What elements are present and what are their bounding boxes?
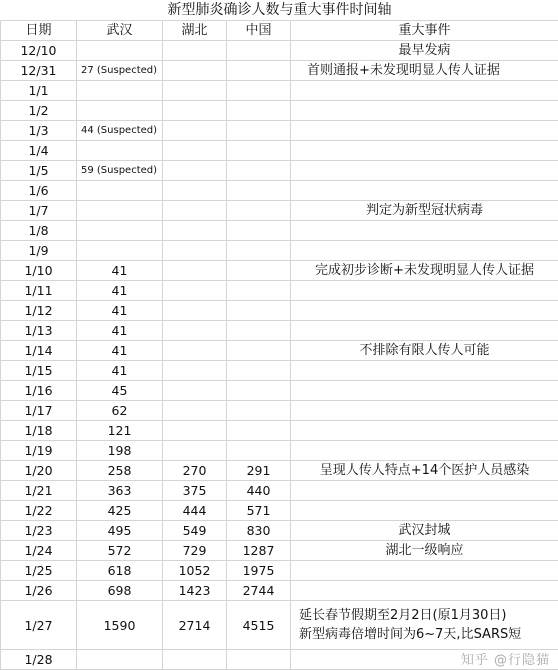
wuhan-cell: 198	[77, 441, 163, 461]
date-cell: 1/19	[1, 441, 77, 461]
hubei-cell	[163, 401, 227, 421]
hubei-cell: 549	[163, 521, 227, 541]
hubei-cell: 270	[163, 461, 227, 481]
date-cell: 1/22	[1, 501, 77, 521]
header-row	[1, 21, 558, 41]
event-cell	[291, 301, 558, 321]
table-row	[1, 441, 558, 461]
table-row	[1, 241, 558, 261]
event-cell: 武汉封城	[291, 521, 558, 541]
hubei-cell	[163, 361, 227, 381]
table-row	[1, 561, 558, 581]
china-cell: 830	[227, 521, 291, 541]
china-cell	[227, 321, 291, 341]
event-cell: 首则通报+未发现明显人传人证据	[291, 61, 558, 81]
table-row	[1, 61, 558, 81]
table-row	[1, 181, 558, 201]
date-cell: 1/15	[1, 361, 77, 381]
wuhan-cell: 41	[77, 281, 163, 301]
date-cell: 1/6	[1, 181, 77, 201]
date-cell: 1/16	[1, 381, 77, 401]
date-cell: 1/27	[1, 601, 77, 650]
header-hubei: 湖北	[163, 21, 227, 41]
china-cell	[227, 41, 291, 61]
wuhan-cell	[77, 650, 163, 670]
table-row	[1, 521, 558, 541]
table-row	[1, 401, 558, 421]
table-row	[1, 41, 558, 61]
china-cell	[227, 261, 291, 281]
china-cell: 2744	[227, 581, 291, 601]
wuhan-cell: 121	[77, 421, 163, 441]
hubei-cell	[163, 181, 227, 201]
table-row	[1, 121, 558, 141]
hubei-cell	[163, 281, 227, 301]
event-cell	[291, 161, 558, 181]
wuhan-cell: 698	[77, 581, 163, 601]
date-cell: 1/5	[1, 161, 77, 181]
date-cell: 1/13	[1, 321, 77, 341]
event-cell	[291, 421, 558, 441]
event-cell	[291, 121, 558, 141]
china-cell: 4515	[227, 601, 291, 650]
event-cell: 呈现人传人特点+14个医护人员感染	[291, 461, 558, 481]
table-title: 新型肺炎确诊人数与重大事件时间轴	[1, 0, 558, 21]
date-cell: 1/3	[1, 121, 77, 141]
wuhan-cell	[77, 81, 163, 101]
event-cell	[291, 501, 558, 521]
china-cell	[227, 341, 291, 361]
china-cell	[227, 421, 291, 441]
table-row	[1, 161, 558, 181]
hubei-cell	[163, 650, 227, 670]
table-row	[1, 261, 558, 281]
table-row	[1, 81, 558, 101]
china-cell	[227, 161, 291, 181]
date-cell: 1/7	[1, 201, 77, 221]
wuhan-cell: 495	[77, 521, 163, 541]
china-cell	[227, 241, 291, 261]
hubei-cell	[163, 421, 227, 441]
watermark: 知乎 @行隐猫	[461, 649, 550, 668]
wuhan-cell: 59 (Suspected)	[77, 161, 163, 181]
event-cell	[291, 481, 558, 501]
date-cell: 1/14	[1, 341, 77, 361]
wuhan-cell	[77, 101, 163, 121]
china-cell: 1975	[227, 561, 291, 581]
china-cell	[227, 441, 291, 461]
hubei-cell	[163, 201, 227, 221]
date-cell: 1/1	[1, 81, 77, 101]
hubei-cell	[163, 381, 227, 401]
hubei-cell	[163, 81, 227, 101]
hubei-cell	[163, 61, 227, 81]
date-cell: 1/20	[1, 461, 77, 481]
china-cell: 571	[227, 501, 291, 521]
event-cell	[291, 401, 558, 421]
table-row	[1, 221, 558, 241]
china-cell	[227, 181, 291, 201]
table-row	[1, 461, 558, 481]
date-cell: 1/12	[1, 301, 77, 321]
wuhan-cell: 41	[77, 321, 163, 341]
table-row	[1, 581, 558, 601]
table-row	[1, 321, 558, 341]
china-cell	[227, 401, 291, 421]
title-row	[1, 0, 558, 21]
event-cell: 不排除有限人传人可能	[291, 341, 558, 361]
date-cell: 1/9	[1, 241, 77, 261]
hubei-cell	[163, 121, 227, 141]
hubei-cell	[163, 241, 227, 261]
wuhan-cell: 27 (Suspected)	[77, 61, 163, 81]
date-cell: 1/17	[1, 401, 77, 421]
hubei-cell	[163, 341, 227, 361]
hubei-cell	[163, 261, 227, 281]
table-row	[1, 301, 558, 321]
wuhan-cell	[77, 141, 163, 161]
china-cell	[227, 141, 291, 161]
hubei-cell	[163, 441, 227, 461]
wuhan-cell: 425	[77, 501, 163, 521]
event-cell	[291, 581, 558, 601]
hubei-cell	[163, 161, 227, 181]
date-cell: 1/24	[1, 541, 77, 561]
event-cell: 延长春节假期至2月2日(原1月30日) 新型病毒倍增时间为6~7天,比SARS短	[291, 601, 558, 650]
event-cell: 完成初步诊断+未发现明显人传人证据	[291, 261, 558, 281]
hubei-cell	[163, 141, 227, 161]
event-cell: 最早发病	[291, 41, 558, 61]
wuhan-cell: 41	[77, 301, 163, 321]
china-cell: 1287	[227, 541, 291, 561]
table-row	[1, 541, 558, 561]
event-cell: 判定为新型冠状病毒	[291, 201, 558, 221]
wuhan-cell	[77, 41, 163, 61]
china-cell	[227, 121, 291, 141]
china-cell	[227, 81, 291, 101]
wuhan-cell: 62	[77, 401, 163, 421]
date-cell: 1/2	[1, 101, 77, 121]
table-row	[1, 141, 558, 161]
date-cell: 1/25	[1, 561, 77, 581]
hubei-cell	[163, 301, 227, 321]
china-cell	[227, 650, 291, 670]
china-cell	[227, 281, 291, 301]
date-cell: 12/10	[1, 41, 77, 61]
date-cell: 12/31	[1, 61, 77, 81]
event-cell	[291, 361, 558, 381]
event-cell	[291, 241, 558, 261]
event-cell	[291, 441, 558, 461]
china-cell	[227, 361, 291, 381]
table-row	[1, 381, 558, 401]
table-row	[1, 201, 558, 221]
table-row	[1, 281, 558, 301]
wuhan-cell: 41	[77, 361, 163, 381]
event-cell: 湖北一级响应	[291, 541, 558, 561]
hubei-cell	[163, 321, 227, 341]
china-cell	[227, 101, 291, 121]
china-cell	[227, 201, 291, 221]
wuhan-cell: 618	[77, 561, 163, 581]
wuhan-cell: 41	[77, 261, 163, 281]
wuhan-cell: 572	[77, 541, 163, 561]
wuhan-cell: 1590	[77, 601, 163, 650]
event-cell	[291, 381, 558, 401]
hubei-cell: 729	[163, 541, 227, 561]
table-row	[1, 101, 558, 121]
wuhan-cell: 41	[77, 341, 163, 361]
wuhan-cell: 363	[77, 481, 163, 501]
hubei-cell	[163, 101, 227, 121]
table-row	[1, 481, 558, 501]
table-row	[1, 501, 558, 521]
wuhan-cell: 45	[77, 381, 163, 401]
wuhan-cell	[77, 181, 163, 201]
event-cell	[291, 561, 558, 581]
hubei-cell	[163, 221, 227, 241]
china-cell	[227, 61, 291, 81]
header-event: 重大事件	[291, 21, 558, 41]
date-cell: 1/10	[1, 261, 77, 281]
header-wuhan: 武汉	[77, 21, 163, 41]
date-cell: 1/23	[1, 521, 77, 541]
china-cell: 440	[227, 481, 291, 501]
date-cell: 1/21	[1, 481, 77, 501]
china-cell: 291	[227, 461, 291, 481]
wuhan-cell	[77, 241, 163, 261]
header-date: 日期	[1, 21, 77, 41]
date-cell: 1/11	[1, 281, 77, 301]
china-cell	[227, 301, 291, 321]
event-cell	[291, 281, 558, 301]
hubei-cell: 2714	[163, 601, 227, 650]
wuhan-cell	[77, 201, 163, 221]
date-cell: 1/8	[1, 221, 77, 241]
event-cell	[291, 141, 558, 161]
date-cell: 1/4	[1, 141, 77, 161]
event-cell	[291, 321, 558, 341]
header-china: 中国	[227, 21, 291, 41]
china-cell	[227, 221, 291, 241]
wuhan-cell	[77, 221, 163, 241]
date-cell: 1/18	[1, 421, 77, 441]
date-cell: 1/28	[1, 650, 77, 670]
hubei-cell: 444	[163, 501, 227, 521]
event-cell	[291, 221, 558, 241]
table-row	[1, 601, 558, 650]
date-cell: 1/26	[1, 581, 77, 601]
event-cell	[291, 181, 558, 201]
hubei-cell: 375	[163, 481, 227, 501]
table-row	[1, 421, 558, 441]
table-row	[1, 341, 558, 361]
china-cell	[227, 381, 291, 401]
hubei-cell: 1052	[163, 561, 227, 581]
event-cell	[291, 101, 558, 121]
hubei-cell	[163, 41, 227, 61]
event-cell	[291, 81, 558, 101]
table-row	[1, 361, 558, 381]
hubei-cell: 1423	[163, 581, 227, 601]
wuhan-cell: 44 (Suspected)	[77, 121, 163, 141]
wuhan-cell: 258	[77, 461, 163, 481]
